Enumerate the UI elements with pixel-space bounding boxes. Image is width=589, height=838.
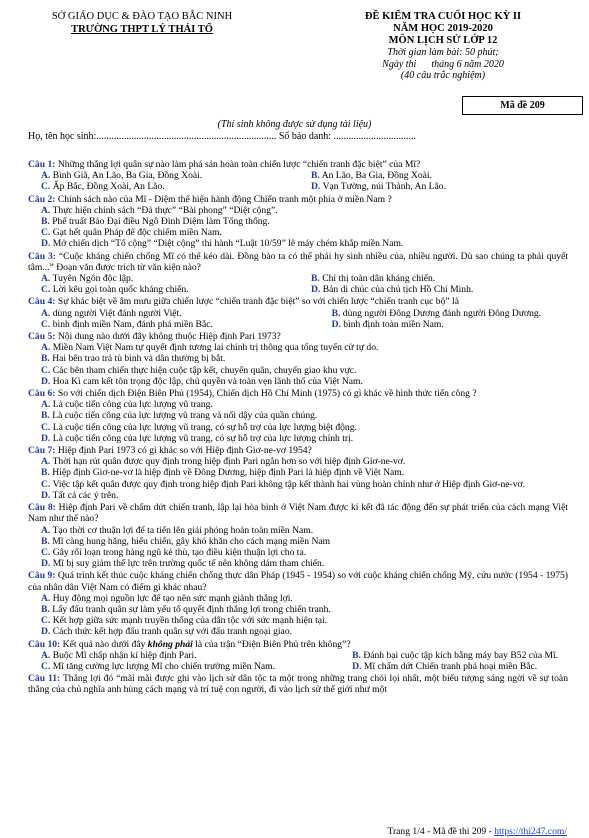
option-text: Việc tập kết quân được quy định trong hiệp định Pari không tập kết thành hai vùng hoàn chỉnh như ở Hiệp định Giơ-ne-vơ. xyxy=(52,478,525,490)
option-text: Tạo thời cơ thuận lợi để ta tiến lên giải phóng hoàn toàn miền Nam. xyxy=(52,524,314,536)
option-letter: B. xyxy=(41,603,50,615)
question xyxy=(28,502,568,569)
option-text: Miền Nam Việt Nam tự quyết định tương lai chính trị thông qua tổng tuyển cử tự do. xyxy=(52,342,379,354)
question-count: (40 câu trắc nghiệm) xyxy=(400,70,486,81)
answer-option[interactable] xyxy=(28,615,568,626)
option-text: Thực hiện chính sách “Đả thực” “Bài phong” “Diệt cộng”. xyxy=(52,204,278,216)
footer-link[interactable]: https://thi247.com/ xyxy=(494,826,567,837)
answer-option[interactable] xyxy=(28,650,339,661)
subject: MÔN LỊCH SỬ LỚP 12 xyxy=(388,35,498,46)
answer-option[interactable] xyxy=(28,399,568,410)
question-number: Câu 3: xyxy=(28,250,56,262)
option-letter: D. xyxy=(41,626,51,638)
question-number: Câu 6: xyxy=(28,388,56,400)
option-text: dùng người Việt đánh người Việt. xyxy=(52,307,182,319)
option-text: Thời hạn rút quân được quy định trong hiệp định Pari ngắn hơn so với hiệp định Giơ-ne-vơ. xyxy=(52,456,406,468)
option-row xyxy=(28,170,568,181)
question-number: Câu 10: xyxy=(28,638,61,650)
answer-option[interactable] xyxy=(28,319,319,330)
answer-option[interactable] xyxy=(298,273,568,284)
question xyxy=(28,639,568,673)
option-text: Tất cả các ý trên. xyxy=(52,489,119,501)
answer-option[interactable] xyxy=(28,365,568,376)
question-stem xyxy=(28,388,568,399)
question-text: “Cuộc kháng chiến chống Mĩ có thể kéo dài. Đồng bào ta có thể phải hy sinh nhiều của, nhiều người. Dù sao chúng ta phải quyết tâm...” Đoạn văn được trích từ văn kiện nào? xyxy=(28,250,569,273)
answer-option[interactable] xyxy=(28,238,568,249)
question-stem xyxy=(28,639,568,650)
option-row xyxy=(28,661,568,672)
question-text: Quá trình kết thúc cuộc kháng chiến chống thực dân Pháp (1945 - 1954) so với cuộc kháng chiến chống Mỹ, cứu nước (1954 - 1975) của nhân dân Việt Nam có điểm gì khác nhau? xyxy=(28,570,568,593)
question xyxy=(28,194,568,250)
option-letter: D. xyxy=(41,238,51,250)
answer-option[interactable] xyxy=(28,410,568,421)
option-letter: A. xyxy=(41,170,51,182)
answer-option[interactable] xyxy=(28,342,568,353)
question-stem xyxy=(28,296,568,307)
question xyxy=(28,570,568,637)
option-text: Vạn Tường, núi Thành, An Lão. xyxy=(322,181,446,193)
answer-option[interactable] xyxy=(28,273,298,284)
option-text: Là cuộc tiến công của lực lượng vũ trang và nổi dậy của quần chúng. xyxy=(52,410,318,422)
option-text: Kết hợp giữa sức mạnh truyền thống của dân tộc với sức mạnh hiện tại. xyxy=(52,615,328,627)
option-text: Mở chiến dịch “Tố cộng” “Diệt cộng” thi hành “Luật 10/59” lê máy chém khắp miền Nam. xyxy=(52,238,404,250)
answer-option[interactable] xyxy=(28,433,568,444)
question-number: Câu 8: xyxy=(28,502,56,514)
question-stem xyxy=(28,502,568,524)
option-letter: D. xyxy=(331,318,341,330)
question-number: Câu 5: xyxy=(28,331,56,343)
answer-option[interactable] xyxy=(28,216,568,227)
question-number: Câu 4: xyxy=(28,296,56,308)
department-name: SỞ GIÁO DỤC & ĐÀO TẠO BẮC NINH xyxy=(51,11,233,22)
answer-option[interactable] xyxy=(28,205,568,216)
exam-date: Ngày thi tháng 6 năm 2020 xyxy=(382,58,504,70)
answer-option[interactable] xyxy=(28,558,568,569)
question-number: Câu 9: xyxy=(28,570,56,582)
exam-code-box: Mã đề 209 xyxy=(462,96,583,115)
option-text: Mĩ tăng cường lực lượng Mĩ cho chiến trường miền Nam. xyxy=(52,660,275,672)
option-letter: A. xyxy=(41,524,51,536)
answer-option[interactable] xyxy=(28,422,568,433)
question-number: Câu 1: xyxy=(28,159,56,170)
option-text: Ấp Bắc, Đồng Xoài, An Lão. xyxy=(52,181,165,193)
option-text: Mĩ chấm dứt Chiến tranh phá hoại miền Bắc. xyxy=(363,660,538,672)
option-letter: C. xyxy=(41,660,51,672)
question-number: Câu 7: xyxy=(28,445,56,457)
exam-time: Thời gian làm bài: 50 phút; xyxy=(387,47,499,58)
option-row xyxy=(28,273,568,284)
option-text: Các bên tham chiến thực hiện cuộc tập kết, chuyển quân, chuyển giao khu vực. xyxy=(52,364,357,376)
option-letter: D. xyxy=(352,660,362,672)
option-letter: D. xyxy=(41,432,51,444)
answer-option[interactable] xyxy=(28,181,298,192)
question xyxy=(28,159,568,193)
answer-option[interactable] xyxy=(28,593,568,604)
option-letter: A. xyxy=(41,204,51,216)
option-letter: D. xyxy=(41,558,51,570)
option-row xyxy=(28,284,568,295)
option-letter: A. xyxy=(41,342,51,354)
option-row xyxy=(28,181,568,192)
question-text: Hiệp định Pari về chấm dứt chiến tranh, lập lại hòa bình ở Việt Nam được kí kết đã tác động đến sự phát triển của cách mạng Việt Nam như thế nào? xyxy=(28,502,568,525)
answer-option[interactable] xyxy=(28,227,568,238)
question-text: Những thắng lợi quân sự nào làm phá sản hoàn toàn chiến lược “chiến tranh đặc biệt” của Mĩ? xyxy=(57,159,421,170)
answer-option[interactable] xyxy=(339,661,568,672)
answer-option[interactable] xyxy=(28,353,568,364)
option-text: bình định toàn miền Nam. xyxy=(343,318,444,330)
question-list xyxy=(28,159,568,697)
option-text: Chỉ thị toàn dân kháng chiến. xyxy=(322,273,436,285)
option-letter: B. xyxy=(311,273,320,285)
option-letter: D. xyxy=(311,181,321,193)
question-stem xyxy=(28,331,568,342)
option-text: Đánh bại cuộc tập kích bằng máy bay B52 của Mĩ. xyxy=(363,649,559,661)
option-letter: A. xyxy=(41,399,51,411)
option-text: bình định miền Nam, đánh phá miền Bắc. xyxy=(52,318,213,330)
exam-note: (Thí sinh không được sử dụng tài liệu) xyxy=(217,119,372,130)
option-letter: B. xyxy=(41,410,50,422)
option-text: Lấy đấu tranh quân sự làm yếu tố quyết định thắng lợi trong chiến tranh. xyxy=(52,603,331,615)
option-letter: A. xyxy=(41,273,51,285)
option-letter: B. xyxy=(41,467,50,479)
question-text: Chính sách nào của Mĩ - Diệm thể hiện hành động Chiến tranh một phía ở miền Nam ? xyxy=(57,193,392,205)
option-letter: A. xyxy=(41,592,51,604)
answer-option[interactable] xyxy=(28,661,339,672)
answer-option[interactable] xyxy=(28,376,568,387)
option-text: Là cuộc tiến công của lực lượng vũ trang, có sự hỗ trợ của lực lượng chính trị. xyxy=(52,432,354,444)
answer-option[interactable] xyxy=(28,536,568,547)
option-letter: B. xyxy=(41,535,50,547)
option-letter: C. xyxy=(41,318,51,330)
option-letter: D. xyxy=(41,489,51,501)
option-letter: C. xyxy=(41,181,51,193)
option-text: dùng người Đông Dương đánh người Đông Dương. xyxy=(342,307,542,319)
option-text: Huy động mọi nguồn lực để tạo nên sức mạnh giành thắng lợi. xyxy=(52,592,293,604)
question-stem xyxy=(28,673,568,695)
option-text: Bình Giã, An Lão, Ba Gia, Đồng Xoài. xyxy=(52,170,203,182)
question xyxy=(28,673,568,695)
answer-option[interactable] xyxy=(319,308,568,319)
question-text: Hiệp định Pari 1973 có gì khác so với Hiệp định Giơ-ne-vơ 1954? xyxy=(57,445,312,457)
answer-option[interactable] xyxy=(28,525,568,536)
question-text: Nội dung nào dưới đây không thuộc Hiệp định Pari 1973? xyxy=(57,331,281,343)
answer-option[interactable] xyxy=(28,479,568,490)
answer-option[interactable] xyxy=(28,467,568,478)
option-letter: B. xyxy=(41,353,50,365)
option-letter: C. xyxy=(41,364,51,376)
footer-text: Trang 1/4 - Mã đề thi 209 - xyxy=(387,826,495,837)
answer-option[interactable] xyxy=(339,650,568,661)
question-stem xyxy=(28,159,568,170)
option-letter: D. xyxy=(311,284,321,296)
answer-option[interactable] xyxy=(28,284,298,295)
header-left xyxy=(28,11,256,36)
question xyxy=(28,388,568,444)
option-letter: C. xyxy=(41,227,51,239)
option-letter: C. xyxy=(41,615,51,627)
option-letter: A. xyxy=(41,307,51,319)
answer-option[interactable] xyxy=(28,170,298,181)
question xyxy=(28,251,568,296)
question-number: Câu 11: xyxy=(28,673,61,685)
question-text-pre: Kết quả nào dưới đây xyxy=(62,638,148,650)
answer-option[interactable] xyxy=(319,319,568,330)
option-letter: B. xyxy=(352,649,361,661)
option-text: An Lão, Ba Gia, Đồng Xoài. xyxy=(321,170,432,182)
question-stem xyxy=(28,570,568,592)
option-row xyxy=(28,308,568,319)
answer-option[interactable] xyxy=(298,170,568,181)
question-text-neg: không phải xyxy=(147,638,193,650)
option-text: Mĩ càng hung hăng, hiếu chiến, gây khó khăn cho cách mạng miền Nam xyxy=(52,535,331,547)
question-stem xyxy=(28,194,568,205)
school-year: NĂM HỌC 2019-2020 xyxy=(393,23,493,34)
answer-option[interactable] xyxy=(298,284,568,295)
question-number: Câu 2: xyxy=(28,193,56,205)
question xyxy=(28,445,568,501)
option-text: Hoa Kì cam kết tôn trọng độc lập, chủ quyền và toàn vẹn lãnh thổ của Việt Nam. xyxy=(52,375,363,387)
school-name: TRƯỜNG THPT LÝ THÁI TỔ xyxy=(71,24,213,35)
question-text: Sự khác biệt về âm mưu giữa chiến lược “chiến tranh đặc biệt” so với chiến lược “chiến tranh cục bộ” là xyxy=(57,296,459,308)
answer-option[interactable] xyxy=(28,604,568,615)
option-text: Là cuộc tiến công của lực lượng vũ trang, có sự hỗ trợ của lực lượng biệt động. xyxy=(52,421,357,433)
option-letter: B. xyxy=(311,170,320,182)
option-text: Buộc Mĩ chấp nhận kí hiệp định Pari. xyxy=(52,649,197,661)
option-text: Gạt hết quân Pháp để độc chiếm miền Nam. xyxy=(52,227,222,239)
question xyxy=(28,296,568,330)
question-text: Thắng lợi đó “mãi mãi được ghi vào lịch sử dân tộc ta một trong những trang chói lọi nhất, một biểu tượng sáng ngời về sự toàn thắng của chủ nghĩa anh hùng cách mạng và trí tuệ con người, đi vào lịch sử thế giới như một xyxy=(28,673,568,696)
answer-option[interactable] xyxy=(28,456,568,467)
option-letter: C. xyxy=(41,546,51,558)
option-text: Bản di chúc của chủ tịch Hồ Chí Minh. xyxy=(322,284,474,296)
header-right xyxy=(312,11,574,82)
option-row xyxy=(28,319,568,330)
question xyxy=(28,331,568,387)
option-text: Tuyên Ngôn độc lập. xyxy=(52,273,134,285)
option-text: Cách thức kết hợp đấu tranh quân sự với đấu tranh ngoại giao. xyxy=(52,626,293,638)
option-letter: C. xyxy=(41,478,51,490)
option-text: Hiệp định Giơ-ne-vơ là hiệp định về Đông Dương, hiệp định Pari là hiệp định về Việt Nam. xyxy=(52,467,405,479)
page-footer xyxy=(387,826,567,837)
option-letter: C. xyxy=(41,421,51,433)
exam-title: ĐỀ KIỂM TRA CUỐI HỌC KỲ II xyxy=(364,11,522,22)
answer-option[interactable] xyxy=(28,626,568,637)
option-letter: B. xyxy=(331,307,341,319)
option-row xyxy=(28,650,568,661)
option-text: Là cuộc tiến công của lực lượng vũ trang. xyxy=(52,399,213,411)
answer-option[interactable] xyxy=(298,181,568,192)
option-text: Gây rối loạn trong hàng ngũ kẻ thù, tạo điều kiện thuận lợi cho ta. xyxy=(52,546,307,558)
option-text: Lời kêu gọi toàn quốc kháng chiến. xyxy=(52,284,189,296)
answer-option[interactable] xyxy=(28,308,319,319)
answer-option[interactable] xyxy=(28,490,568,501)
question-text: So với chiến dịch Điện Biên Phủ (1954), Chiến dịch Hồ Chí Minh (1975) có gì khác về hình thức tiến công ? xyxy=(57,388,477,400)
answer-option[interactable] xyxy=(28,547,568,558)
question-text-post: là của trận “Điện Biên Phủ trên không”? xyxy=(192,638,351,650)
option-text: Phế truất Bảo Đại điều Ngô Đình Diệm làm Tổng thống. xyxy=(52,216,270,228)
question-stem xyxy=(28,251,568,273)
option-letter: D. xyxy=(41,375,51,387)
question-stem xyxy=(28,445,568,456)
option-text: Hai bên trao trả tù binh và dân thường bị bắt. xyxy=(52,353,226,365)
option-letter: C. xyxy=(41,284,51,296)
option-letter: A. xyxy=(41,456,51,468)
student-info-line: Họ, tên học sinh:........................................................................ Số báo danh: ................................. xyxy=(28,131,417,142)
option-letter: A. xyxy=(41,649,51,661)
option-text: Mĩ bị suy giảm thế lực trên trường quốc tế nên không dám tham chiến. xyxy=(52,558,325,570)
option-letter: B. xyxy=(41,216,50,228)
